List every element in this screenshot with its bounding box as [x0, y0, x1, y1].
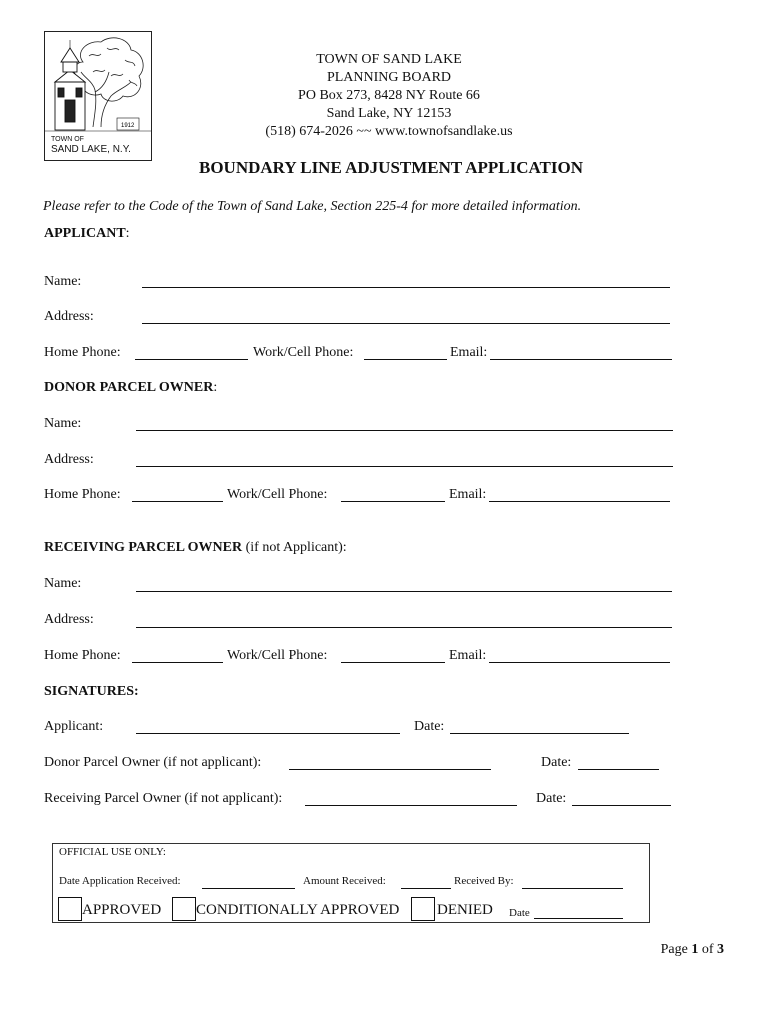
denied-label: DENIED — [437, 902, 493, 918]
letterhead — [250, 51, 528, 141]
conditionally-approved-checkbox[interactable] — [172, 897, 196, 921]
applicant-work-phone-field[interactable] — [364, 359, 447, 360]
receiving-work-phone-label: Work/Cell Phone: — [227, 648, 328, 663]
svg-text:1912: 1912 — [121, 123, 135, 129]
page-number: Page 1 of 3 — [660, 942, 724, 957]
donor-signature-label: Donor Parcel Owner (if not applicant): — [44, 755, 262, 770]
received-by-label: Received By: — [454, 875, 514, 887]
receiving-heading: RECEIVING PARCEL OWNER (if not Applicant): — [44, 540, 347, 555]
donor-heading: DONOR PARCEL OWNER: — [44, 380, 218, 395]
donor-date-label: Date: — [541, 755, 572, 770]
donor-name-field[interactable] — [136, 430, 673, 431]
applicant-home-phone-label: Home Phone: — [44, 345, 121, 360]
approved-label: APPROVED — [82, 902, 162, 918]
letterhead-line2: PLANNING BOARD — [326, 70, 452, 85]
applicant-date-field[interactable] — [450, 733, 629, 734]
applicant-date-label: Date: — [414, 719, 445, 734]
donor-work-phone-field[interactable] — [341, 501, 445, 502]
approved-checkbox[interactable] — [58, 897, 82, 921]
donor-name-label: Name: — [44, 416, 82, 431]
receiving-home-phone-label: Home Phone: — [44, 648, 121, 663]
receiving-email-label: Email: — [449, 648, 487, 663]
receiving-name-field[interactable] — [136, 591, 672, 592]
date-received-field[interactable] — [202, 888, 295, 889]
donor-home-phone-label: Home Phone: — [44, 487, 121, 502]
denied-checkbox[interactable] — [411, 897, 435, 921]
receiving-date-field[interactable] — [572, 805, 671, 806]
applicant-email-label: Email: — [450, 345, 488, 360]
amount-received-label: Amount Received: — [303, 875, 386, 887]
applicant-home-phone-field[interactable] — [135, 359, 248, 360]
donor-home-phone-field[interactable] — [132, 501, 223, 502]
applicant-heading: APPLICANT: — [44, 226, 130, 241]
conditionally-approved-label: CONDITIONALLY APPROVED — [196, 902, 400, 918]
receiving-signature-field[interactable] — [305, 805, 517, 806]
applicant-name-field[interactable] — [142, 287, 670, 288]
receiving-name-label: Name: — [44, 576, 82, 591]
donor-signature-field[interactable] — [289, 769, 491, 770]
donor-email-field[interactable] — [489, 501, 670, 502]
letterhead-line5: (518) 674-2026 ~~ www.townofsandlake.us — [265, 124, 513, 139]
official-use-box — [52, 843, 650, 923]
receiving-signature-label: Receiving Parcel Owner (if not applicant): — [44, 791, 283, 806]
applicant-work-phone-label: Work/Cell Phone: — [253, 345, 354, 360]
donor-date-field[interactable] — [578, 769, 659, 770]
applicant-email-field[interactable] — [490, 359, 672, 360]
applicant-signature-label: Applicant: — [44, 719, 104, 734]
receiving-date-label: Date: — [536, 791, 567, 806]
applicant-signature-field[interactable] — [136, 733, 400, 734]
letterhead-line3: PO Box 273, 8428 NY Route 66 — [298, 88, 480, 103]
receiving-work-phone-field[interactable] — [341, 662, 445, 663]
donor-address-label: Address: — [44, 452, 94, 467]
receiving-email-field[interactable] — [489, 662, 670, 663]
decision-date-label: Date — [509, 907, 530, 919]
applicant-address-field[interactable] — [142, 323, 670, 324]
receiving-home-phone-field[interactable] — [132, 662, 223, 663]
letterhead-line1: TOWN OF SAND LAKE — [316, 52, 462, 67]
form-title: BOUNDARY LINE ADJUSTMENT APPLICATION — [198, 158, 583, 177]
donor-address-field[interactable] — [136, 466, 673, 467]
letterhead-line4: Sand Lake, NY 12153 — [326, 106, 452, 121]
town-logo — [44, 31, 152, 161]
date-received-label: Date Application Received: — [59, 875, 181, 887]
applicant-address-label: Address: — [44, 309, 94, 324]
donor-work-phone-label: Work/Cell Phone: — [227, 487, 328, 502]
official-use-heading: OFFICIAL USE ONLY: — [59, 846, 166, 858]
receiving-address-label: Address: — [44, 612, 94, 627]
donor-email-label: Email: — [449, 487, 487, 502]
applicant-name-label: Name: — [44, 274, 82, 289]
received-by-field[interactable] — [522, 888, 623, 889]
church-tree-illustration — [45, 32, 151, 136]
signatures-heading: SIGNATURES: — [44, 684, 139, 699]
intro-note: Please refer to the Code of the Town of Sand Lake, Section 225-4 for more detailed information. — [43, 199, 582, 214]
logo-caption-big: SAND LAKE, N.Y. — [51, 144, 131, 155]
logo-caption-small: TOWN OF — [51, 136, 84, 143]
amount-received-field[interactable] — [401, 888, 451, 889]
receiving-address-field[interactable] — [136, 627, 672, 628]
decision-date-field[interactable] — [534, 918, 623, 919]
